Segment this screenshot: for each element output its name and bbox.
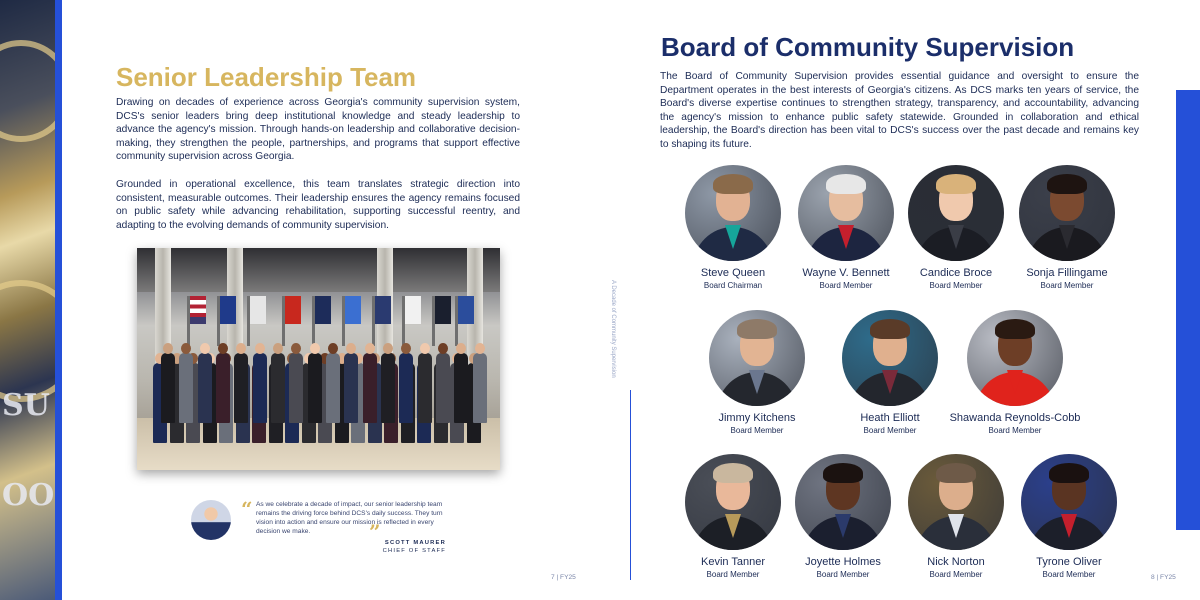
board-member-role: Board Member [706,570,760,579]
board-member-name: Tyrone Oliver [1036,556,1102,568]
right-accent-bar [1176,90,1200,530]
badge-lettering: OO [2,478,55,513]
page-divider [630,390,631,580]
board-member-role: Board Member [1040,281,1094,290]
board-member-name: Heath Elliott [860,412,920,424]
board-member-name: Sonja Fillingame [1026,267,1108,279]
board-member-name: Jimmy Kitchens [718,412,796,424]
leadership-group-photo [137,248,500,470]
board-member-role: Board Member [863,426,917,435]
badge-ring [0,40,55,142]
board-member-role: Board Member [929,281,983,290]
board-member-photo [908,454,1004,550]
leadership-paragraph-1: Drawing on decades of experience across Georgia's community supervision system, DCS's senior leaders bring deep institutional knowledge and steady leadership to advance the agency's mission. Through hands-on leadership and collaborative decision-making, they strengthen the people, partnerships, and programs that support effective community supervision across Georgia. [116,97,520,163]
board-paragraph: The Board of Community Supervision provides essential guidance and oversight to ensure the Department operates in the best interests of Georgia's citizens. As DCS marks ten years of service, the Board's diverse expertise continues to strengthen strategy, transparency, and accountability, advancing the agency's mission to enhance public safety statewide. Grounded in collaboration and ethical leadership, the Board's direction has been vital to DCS's success over the past decade and remains key to shaping its future. [660,71,1139,150]
board-member-photo [842,310,938,406]
board-member-card [994,454,1144,579]
board-member-name: Nick Norton [927,556,985,568]
board-member-photo [1021,454,1117,550]
board-member-name: Joyette Holmes [805,556,881,568]
left-accent-bar [55,0,62,600]
board-member-photo [709,310,805,406]
board-member-photo [795,454,891,550]
page-number-left: 7 | FY25 [551,574,576,581]
spine-caption: A Decade of Community Supervision [610,280,616,378]
quote-open-icon: “ [241,497,253,521]
board-member-role: Board Member [929,570,983,579]
page-number-right: 8 | FY25 [1151,574,1176,581]
senior-leadership-title: Senior Leadership Team [116,62,417,92]
leadership-paragraph-2: Grounded in operational excellence, this team translates strategic direction into consistent, measurable outcomes. Their leadership ensures the agency remains focused on public safety while advancing rehabilitation, supporting successful reentry, and adapting to the evolving demands of community supervision. [116,179,520,231]
quote-author-name: SCOTT MAURER [384,540,446,546]
board-member-role: Board Member [988,426,1042,435]
board-member-photo [685,454,781,550]
board-member-card [992,165,1142,290]
board-member-role: Board Member [819,281,873,290]
chief-of-staff-avatar [191,500,231,540]
leadership-quote: As we celebrate a decade of impact, our senior leadership team remains the driving force behind DCS's daily success. They turn vision into action and ensure our mission is reflected in every decision we make. [256,501,443,535]
board-member-role: Board Member [730,426,784,435]
board-member-photo [967,310,1063,406]
board-member-role: Board Member [1042,570,1096,579]
board-title: Board of Community Supervision [661,32,1075,62]
badge-lettering: SU [2,388,50,423]
board-member-photo [685,165,781,261]
board-member-card [682,310,832,435]
board-member-name: Kevin Tanner [700,556,765,568]
board-member-card [940,310,1090,435]
board-member-photo [1019,165,1115,261]
quote-author-role: CHIEF OF STAFF [382,548,446,554]
board-member-photo [908,165,1004,261]
board-member-name: Wayne V. Bennett [802,267,890,279]
badge-ring [0,280,55,402]
board-member-role: Board Member [816,570,870,579]
badge-photo-strip [0,0,55,600]
board-member-photo [798,165,894,261]
board-member-name: Candice Broce [919,267,993,279]
board-member-name: Shawanda Reynolds-Cobb [949,412,1081,424]
board-member-role: Board Chairman [703,281,763,290]
quote-close-icon: ” [369,520,381,544]
board-member-name: Steve Queen [700,267,766,279]
